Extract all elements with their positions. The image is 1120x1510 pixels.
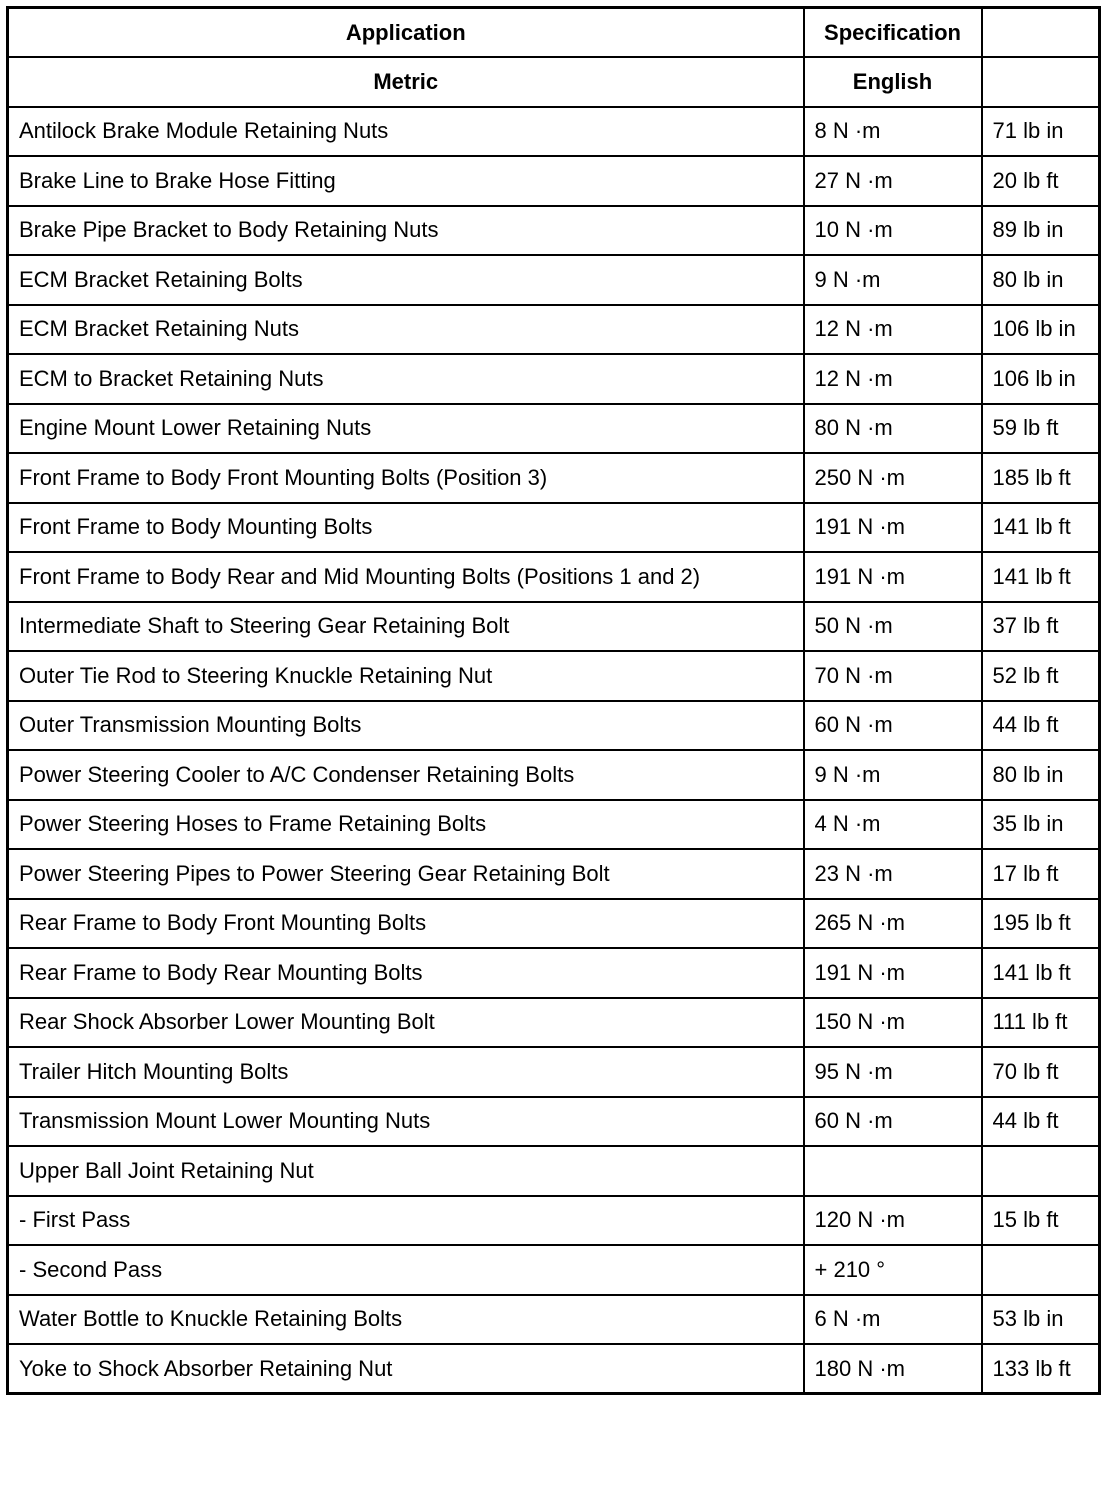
application-cell: Brake Pipe Bracket to Body Retaining Nuts: [8, 206, 804, 256]
torque-spec-table: [6, 6, 1101, 1395]
table-row: [8, 899, 1100, 949]
metric-cell: 4 N ·m: [804, 800, 982, 850]
metric-cell: 9 N ·m: [804, 750, 982, 800]
metric-cell: 120 N ·m: [804, 1196, 982, 1246]
metric-cell: 191 N ·m: [804, 948, 982, 998]
table-row: [8, 750, 1100, 800]
application-cell: Upper Ball Joint Retaining Nut: [8, 1146, 804, 1196]
application-cell: Front Frame to Body Front Mounting Bolts (Position 3): [8, 453, 804, 503]
table-row: [8, 651, 1100, 701]
application-cell: Rear Shock Absorber Lower Mounting Bolt: [8, 998, 804, 1048]
table-row: [8, 1196, 1100, 1246]
metric-cell: 50 N ·m: [804, 602, 982, 652]
header-application: Application: [8, 8, 804, 58]
metric-cell: [804, 1146, 982, 1196]
english-cell: 80 lb in: [982, 255, 1100, 305]
table-row: [8, 107, 1100, 157]
english-cell: 44 lb ft: [982, 1097, 1100, 1147]
table-row: [8, 948, 1100, 998]
metric-cell: 191 N ·m: [804, 552, 982, 602]
application-cell: ECM to Bracket Retaining Nuts: [8, 354, 804, 404]
application-cell: Power Steering Hoses to Frame Retaining Bolts: [8, 800, 804, 850]
english-cell: 141 lb ft: [982, 503, 1100, 553]
table-row: [8, 998, 1100, 1048]
application-cell: Water Bottle to Knuckle Retaining Bolts: [8, 1295, 804, 1345]
english-cell: 106 lb in: [982, 354, 1100, 404]
metric-cell: 23 N ·m: [804, 849, 982, 899]
metric-cell: 8 N ·m: [804, 107, 982, 157]
metric-cell: 27 N ·m: [804, 156, 982, 206]
english-cell: 141 lb ft: [982, 948, 1100, 998]
application-cell: Front Frame to Body Mounting Bolts: [8, 503, 804, 553]
english-cell: [982, 1245, 1100, 1295]
application-cell: ECM Bracket Retaining Nuts: [8, 305, 804, 355]
application-cell: - Second Pass: [8, 1245, 804, 1295]
application-cell: Trailer Hitch Mounting Bolts: [8, 1047, 804, 1097]
application-cell: Yoke to Shock Absorber Retaining Nut: [8, 1344, 804, 1394]
table-row: [8, 255, 1100, 305]
table-row: [8, 849, 1100, 899]
table-row: [8, 206, 1100, 256]
table-row: [8, 1047, 1100, 1097]
metric-cell: 12 N ·m: [804, 354, 982, 404]
application-cell: Outer Transmission Mounting Bolts: [8, 701, 804, 751]
metric-cell: 6 N ·m: [804, 1295, 982, 1345]
table-row: [8, 404, 1100, 454]
header-metric: Metric: [8, 57, 804, 107]
english-cell: 80 lb in: [982, 750, 1100, 800]
metric-cell: 70 N ·m: [804, 651, 982, 701]
application-cell: Front Frame to Body Rear and Mid Mounting Bolts (Positions 1 and 2): [8, 552, 804, 602]
table-row: [8, 800, 1100, 850]
english-cell: 44 lb ft: [982, 701, 1100, 751]
subheader-row: [8, 57, 1100, 107]
english-cell: 15 lb ft: [982, 1196, 1100, 1246]
english-cell: 70 lb ft: [982, 1047, 1100, 1097]
application-cell: ECM Bracket Retaining Bolts: [8, 255, 804, 305]
metric-cell: 10 N ·m: [804, 206, 982, 256]
metric-cell: 60 N ·m: [804, 1097, 982, 1147]
english-cell: 141 lb ft: [982, 552, 1100, 602]
header-empty: [982, 8, 1100, 58]
metric-cell: 150 N ·m: [804, 998, 982, 1048]
metric-cell: 12 N ·m: [804, 305, 982, 355]
english-cell: 195 lb ft: [982, 899, 1100, 949]
application-cell: Rear Frame to Body Front Mounting Bolts: [8, 899, 804, 949]
table-row: [8, 552, 1100, 602]
english-cell: 133 lb ft: [982, 1344, 1100, 1394]
application-cell: Intermediate Shaft to Steering Gear Retaining Bolt: [8, 602, 804, 652]
metric-cell: 9 N ·m: [804, 255, 982, 305]
application-cell: Transmission Mount Lower Mounting Nuts: [8, 1097, 804, 1147]
table-row: [8, 503, 1100, 553]
english-cell: 106 lb in: [982, 305, 1100, 355]
table-row: [8, 1097, 1100, 1147]
application-cell: Engine Mount Lower Retaining Nuts: [8, 404, 804, 454]
header-english: English: [804, 57, 982, 107]
metric-cell: 180 N ·m: [804, 1344, 982, 1394]
table-row: [8, 1295, 1100, 1345]
application-cell: Brake Line to Brake Hose Fitting: [8, 156, 804, 206]
metric-cell: 191 N ·m: [804, 503, 982, 553]
english-cell: [982, 1146, 1100, 1196]
table-row: [8, 305, 1100, 355]
metric-cell: 265 N ·m: [804, 899, 982, 949]
table-row: [8, 1245, 1100, 1295]
table-row: [8, 453, 1100, 503]
table-row: [8, 1146, 1100, 1196]
header-row: [8, 8, 1100, 58]
english-cell: 37 lb ft: [982, 602, 1100, 652]
english-cell: 89 lb in: [982, 206, 1100, 256]
english-cell: 20 lb ft: [982, 156, 1100, 206]
table-row: [8, 602, 1100, 652]
application-cell: Rear Frame to Body Rear Mounting Bolts: [8, 948, 804, 998]
application-cell: Outer Tie Rod to Steering Knuckle Retaining Nut: [8, 651, 804, 701]
english-cell: 71 lb in: [982, 107, 1100, 157]
table-body: [8, 107, 1100, 1394]
english-cell: 35 lb in: [982, 800, 1100, 850]
english-cell: 185 lb ft: [982, 453, 1100, 503]
application-cell: Power Steering Cooler to A/C Condenser Retaining Bolts: [8, 750, 804, 800]
metric-cell: 60 N ·m: [804, 701, 982, 751]
table-row: [8, 354, 1100, 404]
metric-cell: 95 N ·m: [804, 1047, 982, 1097]
header-specification: Specification: [804, 8, 982, 58]
subheader-empty: [982, 57, 1100, 107]
english-cell: 53 lb in: [982, 1295, 1100, 1345]
metric-cell: + 210 °: [804, 1245, 982, 1295]
metric-cell: 80 N ·m: [804, 404, 982, 454]
table-row: [8, 156, 1100, 206]
application-cell: Power Steering Pipes to Power Steering Gear Retaining Bolt: [8, 849, 804, 899]
english-cell: 111 lb ft: [982, 998, 1100, 1048]
application-cell: - First Pass: [8, 1196, 804, 1246]
table-row: [8, 1344, 1100, 1394]
english-cell: 52 lb ft: [982, 651, 1100, 701]
table-row: [8, 701, 1100, 751]
application-cell: Antilock Brake Module Retaining Nuts: [8, 107, 804, 157]
english-cell: 59 lb ft: [982, 404, 1100, 454]
metric-cell: 250 N ·m: [804, 453, 982, 503]
english-cell: 17 lb ft: [982, 849, 1100, 899]
